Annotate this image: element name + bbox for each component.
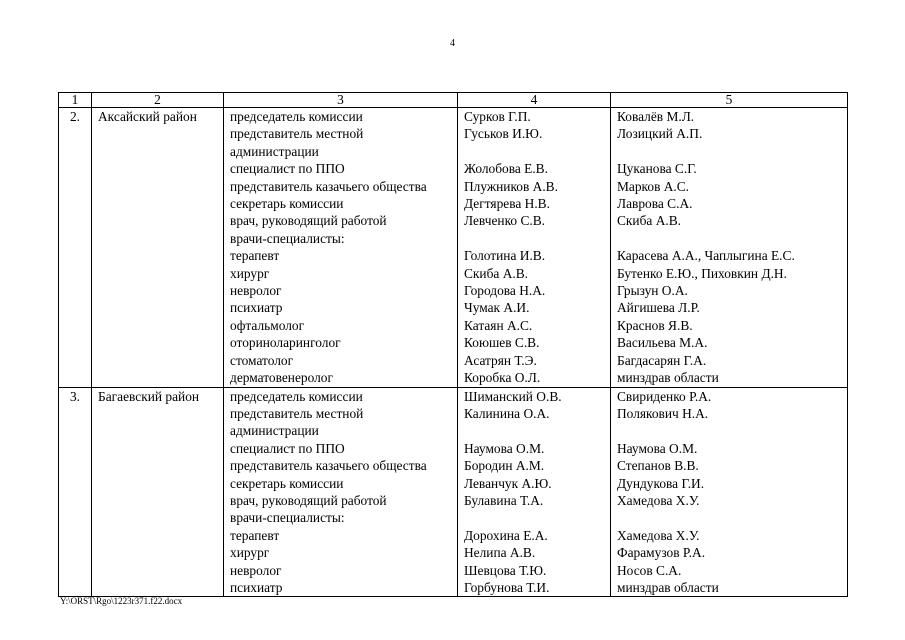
- group-number: [59, 457, 92, 474]
- table-row: [59, 212, 848, 229]
- district-name: [92, 299, 224, 316]
- file-path-footer: Y:\ORST\Rgo\1223r371.f22.docx: [60, 596, 183, 606]
- header-cell-2: 2: [92, 93, 224, 108]
- deputy-cell: Васильева М.А.: [611, 334, 848, 351]
- table-row: [59, 160, 848, 177]
- deputy-cell: Скиба А.В.: [611, 212, 848, 229]
- table-row: [59, 579, 848, 597]
- group-number: [59, 160, 92, 177]
- group-number: [59, 178, 92, 195]
- header-cell-1: 1: [59, 93, 92, 108]
- person-cell: Булавина Т.А.: [458, 492, 611, 509]
- district-name: [92, 457, 224, 474]
- person-cell: Плужников А.В.: [458, 178, 611, 195]
- person-cell: Наумова О.М.: [458, 440, 611, 457]
- role-cell: психиатр: [224, 299, 458, 316]
- deputy-cell: Дундукова Г.И.: [611, 475, 848, 492]
- table-row: [59, 544, 848, 561]
- role-cell: офтальмолог: [224, 317, 458, 334]
- district-name: [92, 143, 224, 160]
- role-cell: представитель местной: [224, 405, 458, 422]
- person-cell: Дорохина Е.А.: [458, 527, 611, 544]
- district-name: [92, 247, 224, 264]
- group-number: [59, 475, 92, 492]
- deputy-cell: Свириденко Р.А.: [611, 387, 848, 405]
- group-number: [59, 579, 92, 597]
- table-row: [59, 527, 848, 544]
- group-number: [59, 195, 92, 212]
- district-name: Аксайский район: [92, 108, 224, 126]
- role-cell: невролог: [224, 562, 458, 579]
- deputy-cell: Лозицкий А.П.: [611, 125, 848, 142]
- role-cell: невролог: [224, 282, 458, 299]
- district-name: [92, 178, 224, 195]
- role-cell: специалист по ППО: [224, 160, 458, 177]
- role-cell: председатель комиссии: [224, 387, 458, 405]
- person-cell: Сурков Г.П.: [458, 108, 611, 126]
- person-cell: Чумак А.И.: [458, 299, 611, 316]
- district-name: [92, 544, 224, 561]
- role-cell: дерматовенеролог: [224, 369, 458, 387]
- deputy-cell: Марков А.С.: [611, 178, 848, 195]
- group-number: [59, 317, 92, 334]
- district-name: [92, 475, 224, 492]
- district-name: [92, 527, 224, 544]
- role-cell: врачи-специалисты:: [224, 509, 458, 526]
- group-number: [59, 422, 92, 439]
- person-cell: Шевцова Т.Ю.: [458, 562, 611, 579]
- table-row: [59, 492, 848, 509]
- group-number: [59, 369, 92, 387]
- group-number: [59, 230, 92, 247]
- person-cell: Нелипа А.В.: [458, 544, 611, 561]
- person-cell: Левченко С.В.: [458, 212, 611, 229]
- district-name: [92, 422, 224, 439]
- role-cell: врач, руководящий работой: [224, 492, 458, 509]
- person-cell: Шиманский О.В.: [458, 387, 611, 405]
- table-row: [59, 195, 848, 212]
- person-cell: Коюшев С.В.: [458, 334, 611, 351]
- deputy-cell: Носов С.А.: [611, 562, 848, 579]
- district-name: [92, 562, 224, 579]
- page-number: 4: [450, 38, 455, 49]
- deputy-cell: [611, 230, 848, 247]
- role-cell: администрации: [224, 422, 458, 439]
- district-name: [92, 405, 224, 422]
- table-row: [59, 457, 848, 474]
- deputy-cell: Айгишева Л.Р.: [611, 299, 848, 316]
- person-cell: [458, 230, 611, 247]
- district-name: [92, 212, 224, 229]
- table-row: [59, 282, 848, 299]
- table-row: [59, 334, 848, 351]
- person-cell: Гуськов И.Ю.: [458, 125, 611, 142]
- deputy-cell: Ковалёв М.Л.: [611, 108, 848, 126]
- header-row: [59, 93, 848, 108]
- group-number: [59, 265, 92, 282]
- role-cell: хирург: [224, 265, 458, 282]
- group-number: [59, 334, 92, 351]
- district-name: [92, 317, 224, 334]
- table-row: [59, 387, 848, 405]
- table-row: [59, 265, 848, 282]
- table-row: [59, 108, 848, 126]
- group-number: [59, 527, 92, 544]
- role-cell: психиатр: [224, 579, 458, 597]
- role-cell: терапевт: [224, 527, 458, 544]
- district-name: [92, 160, 224, 177]
- group-number: [59, 405, 92, 422]
- table-row: [59, 369, 848, 387]
- person-cell: Городова Н.А.: [458, 282, 611, 299]
- deputy-cell: Карасева А.А., Чаплыгина Е.С.: [611, 247, 848, 264]
- table-row: [59, 299, 848, 316]
- table-row: [59, 317, 848, 334]
- group-number: [59, 212, 92, 229]
- deputy-cell: Наумова О.М.: [611, 440, 848, 457]
- person-cell: Асатрян Т.Э.: [458, 352, 611, 369]
- person-cell: Коробка О.Л.: [458, 369, 611, 387]
- deputy-cell: Багдасарян Г.А.: [611, 352, 848, 369]
- deputy-cell: Полякович Н.А.: [611, 405, 848, 422]
- group-number: [59, 143, 92, 160]
- deputy-cell: Цуканова С.Г.: [611, 160, 848, 177]
- deputy-cell: Степанов В.В.: [611, 457, 848, 474]
- role-cell: врач, руководящий работой: [224, 212, 458, 229]
- district-name: Багаевский район: [92, 387, 224, 405]
- role-cell: секретарь комиссии: [224, 195, 458, 212]
- deputy-cell: [611, 422, 848, 439]
- district-name: [92, 334, 224, 351]
- role-cell: специалист по ППО: [224, 440, 458, 457]
- person-cell: [458, 509, 611, 526]
- person-cell: [458, 143, 611, 160]
- role-cell: стоматолог: [224, 352, 458, 369]
- group-number: [59, 299, 92, 316]
- role-cell: администрации: [224, 143, 458, 160]
- table-row: [59, 509, 848, 526]
- person-cell: Бородин А.М.: [458, 457, 611, 474]
- deputy-cell: [611, 509, 848, 526]
- deputy-cell: Грызун О.А.: [611, 282, 848, 299]
- district-name: [92, 440, 224, 457]
- header-cell-3: 3: [224, 93, 458, 108]
- deputy-cell: [611, 143, 848, 160]
- person-cell: Скиба А.В.: [458, 265, 611, 282]
- table-row: [59, 562, 848, 579]
- district-name: [92, 125, 224, 142]
- district-name: [92, 509, 224, 526]
- district-name: [92, 265, 224, 282]
- person-cell: Жолобова Е.В.: [458, 160, 611, 177]
- person-cell: Леванчук А.Ю.: [458, 475, 611, 492]
- person-cell: Дегтярева Н.В.: [458, 195, 611, 212]
- table-row: [59, 405, 848, 422]
- district-name: [92, 579, 224, 597]
- deputy-cell: Краснов Я.В.: [611, 317, 848, 334]
- group-number: [59, 544, 92, 561]
- group-number: [59, 352, 92, 369]
- role-cell: секретарь комиссии: [224, 475, 458, 492]
- role-cell: оториноларинголог: [224, 334, 458, 351]
- table-row: [59, 178, 848, 195]
- group-number: [59, 492, 92, 509]
- table-row: [59, 422, 848, 439]
- person-cell: Голотина И.В.: [458, 247, 611, 264]
- group-number: [59, 125, 92, 142]
- deputy-cell: Хамедова Х.У.: [611, 527, 848, 544]
- deputy-cell: Лаврова С.А.: [611, 195, 848, 212]
- person-cell: Катаян А.С.: [458, 317, 611, 334]
- district-name: [92, 352, 224, 369]
- header-cell-4: 4: [458, 93, 611, 108]
- header-cell-5: 5: [611, 93, 848, 108]
- table-row: [59, 475, 848, 492]
- table-row: [59, 125, 848, 142]
- group-number: 2.: [59, 108, 92, 126]
- district-name: [92, 195, 224, 212]
- group-number: 3.: [59, 387, 92, 405]
- group-number: [59, 282, 92, 299]
- role-cell: представитель местной: [224, 125, 458, 142]
- table-row: [59, 143, 848, 160]
- group-number: [59, 562, 92, 579]
- role-cell: представитель казачьего общества: [224, 457, 458, 474]
- table-row: [59, 440, 848, 457]
- group-number: [59, 440, 92, 457]
- district-name: [92, 230, 224, 247]
- district-name: [92, 492, 224, 509]
- role-cell: врачи-специалисты:: [224, 230, 458, 247]
- table-row: [59, 247, 848, 264]
- table-row: [59, 230, 848, 247]
- district-name: [92, 369, 224, 387]
- role-cell: представитель казачьего общества: [224, 178, 458, 195]
- role-cell: хирург: [224, 544, 458, 561]
- person-cell: Калинина О.А.: [458, 405, 611, 422]
- role-cell: терапевт: [224, 247, 458, 264]
- commission-table: [58, 92, 848, 597]
- deputy-cell: Фарамузов Р.А.: [611, 544, 848, 561]
- deputy-cell: минздрав области: [611, 579, 848, 597]
- table-row: [59, 352, 848, 369]
- deputy-cell: Хамедова Х.У.: [611, 492, 848, 509]
- group-number: [59, 509, 92, 526]
- group-number: [59, 247, 92, 264]
- district-name: [92, 282, 224, 299]
- deputy-cell: минздрав области: [611, 369, 848, 387]
- person-cell: Горбунова Т.И.: [458, 579, 611, 597]
- person-cell: [458, 422, 611, 439]
- deputy-cell: Бутенко Е.Ю., Пиховкин Д.Н.: [611, 265, 848, 282]
- role-cell: председатель комиссии: [224, 108, 458, 126]
